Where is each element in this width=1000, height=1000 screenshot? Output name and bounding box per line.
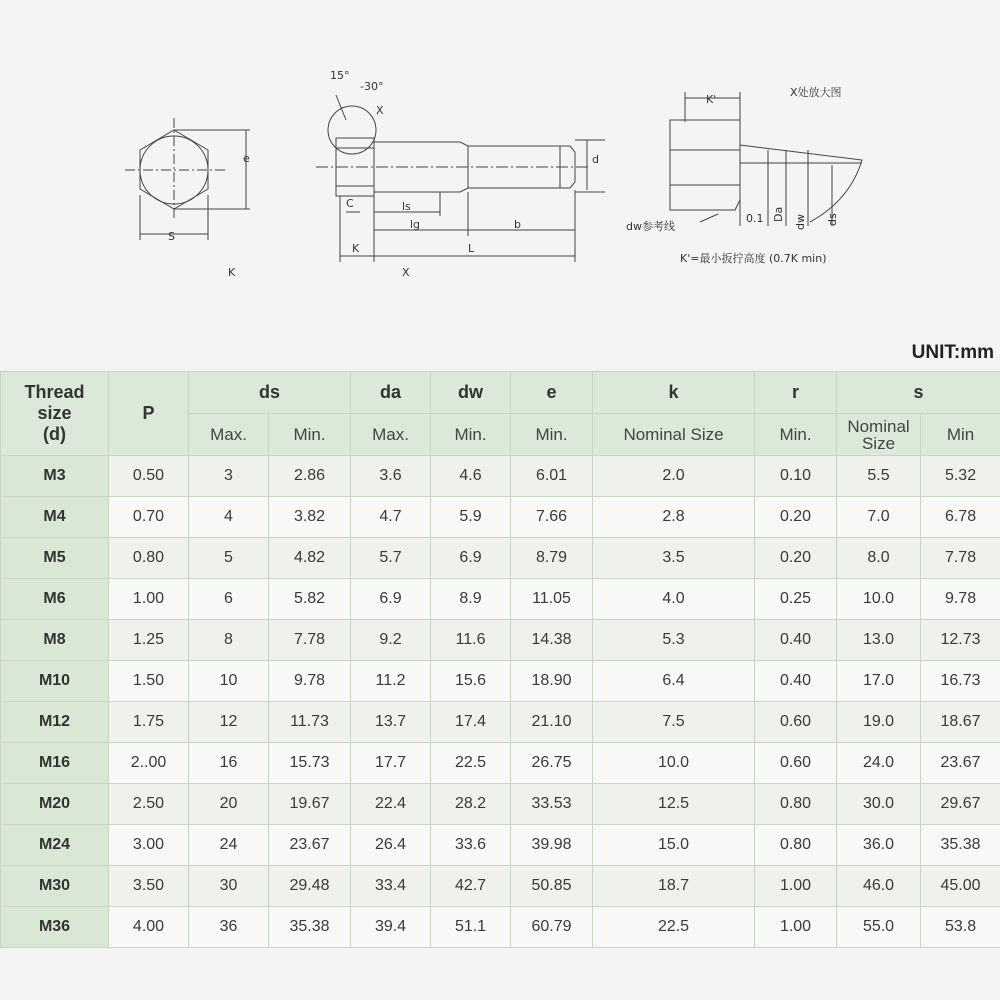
header-dw: dw: [431, 372, 511, 414]
cell-s-nominal: 55.0: [837, 907, 921, 948]
cell-e: 11.05: [511, 579, 593, 620]
label-k-note: K'=最小扳拧高度 (0.7K min): [680, 252, 827, 265]
cell-ds-max: 12: [189, 702, 269, 743]
cell-da: 17.7: [351, 743, 431, 784]
cell-s-min: 6.78: [921, 497, 1000, 538]
cell-e: 50.85: [511, 866, 593, 907]
cell-s-min: 29.67: [921, 784, 1000, 825]
cell-ds-min: 2.86: [269, 456, 351, 497]
label-c: C: [346, 197, 354, 210]
cell-dw: 51.1: [431, 907, 511, 948]
cell-dw: 42.7: [431, 866, 511, 907]
cell-ds-max: 36: [189, 907, 269, 948]
cell-da: 9.2: [351, 620, 431, 661]
cell-r: 0.40: [755, 661, 837, 702]
table-row: [1, 702, 1000, 743]
cell-da: 5.7: [351, 538, 431, 579]
cell-s-min: 7.78: [921, 538, 1000, 579]
cell-size: M16: [1, 743, 109, 784]
header-da-max: Max.: [351, 414, 431, 456]
label-k: K: [352, 242, 360, 255]
cell-ds-min: 4.82: [269, 538, 351, 579]
unit-label: UNIT:mm: [911, 342, 994, 363]
cell-r: 0.80: [755, 825, 837, 866]
cell-k: 7.5: [593, 702, 755, 743]
cell-e: 39.98: [511, 825, 593, 866]
cell-e: 6.01: [511, 456, 593, 497]
header-s-nominal: [837, 414, 921, 456]
cell-ds-max: 4: [189, 497, 269, 538]
cell-e: 14.38: [511, 620, 593, 661]
cell-size: M5: [1, 538, 109, 579]
label-ls: ls: [402, 200, 411, 213]
cell-p: 1.75: [109, 702, 189, 743]
header-da: da: [351, 372, 431, 414]
header-r-min: Min.: [755, 414, 837, 456]
cell-ds-max: 20: [189, 784, 269, 825]
cell-r: 0.80: [755, 784, 837, 825]
label-lg: lg: [410, 218, 421, 231]
cell-k: 10.0: [593, 743, 755, 784]
table-body: [1, 456, 1000, 948]
cell-e: 21.10: [511, 702, 593, 743]
cell-k: 5.3: [593, 620, 755, 661]
table-row: [1, 907, 1000, 948]
cell-ds-max: 6: [189, 579, 269, 620]
label-x-detail-title: X处放大图: [790, 86, 842, 99]
cell-s-nominal: 7.0: [837, 497, 921, 538]
cell-s-nominal: 13.0: [837, 620, 921, 661]
cell-s-nominal: 8.0: [837, 538, 921, 579]
table-row: [1, 579, 1000, 620]
cell-size: M8: [1, 620, 109, 661]
header-s-nominal-line2: Size: [861, 433, 896, 453]
cell-da: 39.4: [351, 907, 431, 948]
label-b: b: [514, 218, 521, 231]
cell-e: 7.66: [511, 497, 593, 538]
label-da: Da: [772, 206, 785, 222]
label-d: d: [592, 153, 599, 166]
label-dw: dw: [794, 214, 807, 230]
label-e: e: [243, 152, 250, 165]
header-thread-line2: size: [37, 403, 72, 423]
cell-da: 6.9: [351, 579, 431, 620]
cell-s-nominal: 46.0: [837, 866, 921, 907]
cell-k: 15.0: [593, 825, 755, 866]
cell-r: 0.20: [755, 538, 837, 579]
cell-s-min: 18.67: [921, 702, 1000, 743]
cell-size: M20: [1, 784, 109, 825]
header-thread-line1: Thread: [24, 382, 85, 402]
cell-k: 12.5: [593, 784, 755, 825]
header-e-min: Min.: [511, 414, 593, 456]
cell-p: 1.00: [109, 579, 189, 620]
cell-dw: 15.6: [431, 661, 511, 702]
label-dw-reference: dw参考线: [626, 220, 675, 233]
cell-dw: 17.4: [431, 702, 511, 743]
cell-ds-min: 9.78: [269, 661, 351, 702]
cell-r: 0.40: [755, 620, 837, 661]
bolt-drawing-svg: [0, 0, 1000, 340]
cell-s-min: 12.73: [921, 620, 1000, 661]
table-row: [1, 538, 1000, 579]
header-dw-min: Min.: [431, 414, 511, 456]
cell-p: 0.80: [109, 538, 189, 579]
label-ds: ds: [826, 213, 839, 226]
cell-ds-min: 23.67: [269, 825, 351, 866]
technical-drawing: [0, 0, 1000, 340]
cell-k: 18.7: [593, 866, 755, 907]
cell-size: M24: [1, 825, 109, 866]
cell-k: 22.5: [593, 907, 755, 948]
cell-dw: 5.9: [431, 497, 511, 538]
cell-size: M6: [1, 579, 109, 620]
cell-dw: 6.9: [431, 538, 511, 579]
label-0-1: 0.1: [746, 212, 764, 225]
cell-e: 8.79: [511, 538, 593, 579]
cell-ds-max: 5: [189, 538, 269, 579]
cell-e: 60.79: [511, 907, 593, 948]
cell-p: 1.25: [109, 620, 189, 661]
cell-k: 3.5: [593, 538, 755, 579]
cell-s-nominal: 30.0: [837, 784, 921, 825]
cell-size: M3: [1, 456, 109, 497]
table-row: [1, 825, 1000, 866]
cell-s-min: 16.73: [921, 661, 1000, 702]
cell-ds-max: 16: [189, 743, 269, 784]
cell-p: 0.70: [109, 497, 189, 538]
cell-s-nominal: 36.0: [837, 825, 921, 866]
cell-p: 3.00: [109, 825, 189, 866]
cell-e: 33.53: [511, 784, 593, 825]
table-row: [1, 497, 1000, 538]
cell-s-min: 9.78: [921, 579, 1000, 620]
cell-s-min: 5.32: [921, 456, 1000, 497]
cell-r: 0.10: [755, 456, 837, 497]
header-s-min: Min: [921, 414, 1000, 456]
table-row: [1, 866, 1000, 907]
cell-ds-max: 10: [189, 661, 269, 702]
cell-ds-min: 5.82: [269, 579, 351, 620]
cell-s-nominal: 10.0: [837, 579, 921, 620]
cell-size: M4: [1, 497, 109, 538]
cell-da: 33.4: [351, 866, 431, 907]
cell-ds-min: 11.73: [269, 702, 351, 743]
header-e: e: [511, 372, 593, 414]
cell-dw: 8.9: [431, 579, 511, 620]
header-ds: ds: [189, 372, 351, 414]
label-angle-15: 15°: [330, 69, 350, 82]
label-angle-30: -30°: [360, 80, 384, 93]
cell-k: 2.8: [593, 497, 755, 538]
table-row: [1, 620, 1000, 661]
cell-ds-min: 29.48: [269, 866, 351, 907]
label-l: L: [468, 242, 475, 255]
cell-r: 0.60: [755, 702, 837, 743]
cell-dw: 4.6: [431, 456, 511, 497]
cell-size: M36: [1, 907, 109, 948]
cell-r: 1.00: [755, 907, 837, 948]
cell-size: M30: [1, 866, 109, 907]
cell-k: 6.4: [593, 661, 755, 702]
cell-s-nominal: 17.0: [837, 661, 921, 702]
header-thread-size: [1, 372, 109, 456]
header-r: r: [755, 372, 837, 414]
header-ds-max: Max.: [189, 414, 269, 456]
label-k-prime: K': [706, 93, 717, 106]
cell-k: 2.0: [593, 456, 755, 497]
cell-ds-max: 24: [189, 825, 269, 866]
cell-s-nominal: 19.0: [837, 702, 921, 743]
table-row: [1, 661, 1000, 702]
cell-r: 0.20: [755, 497, 837, 538]
cell-p: 4.00: [109, 907, 189, 948]
cell-ds-min: 7.78: [269, 620, 351, 661]
header-ds-min: Min.: [269, 414, 351, 456]
cell-k: 4.0: [593, 579, 755, 620]
cell-da: 4.7: [351, 497, 431, 538]
cell-ds-min: 19.67: [269, 784, 351, 825]
label-k-head: K: [228, 266, 236, 279]
header-k-nominal: Nominal Size: [593, 414, 755, 456]
cell-r: 0.60: [755, 743, 837, 784]
header-s-nominal-line1: Nominal: [847, 416, 910, 436]
cell-s-min: 23.67: [921, 743, 1000, 784]
cell-ds-max: 3: [189, 456, 269, 497]
cell-da: 11.2: [351, 661, 431, 702]
cell-da: 22.4: [351, 784, 431, 825]
cell-dw: 11.6: [431, 620, 511, 661]
cell-ds-max: 30: [189, 866, 269, 907]
cell-da: 26.4: [351, 825, 431, 866]
label-x-mark: X: [376, 104, 384, 117]
cell-e: 18.90: [511, 661, 593, 702]
cell-e: 26.75: [511, 743, 593, 784]
bolt-spec-table: [0, 371, 1000, 948]
cell-p: 2..00: [109, 743, 189, 784]
cell-r: 0.25: [755, 579, 837, 620]
cell-ds-min: 35.38: [269, 907, 351, 948]
cell-ds-min: 15.73: [269, 743, 351, 784]
cell-p: 1.50: [109, 661, 189, 702]
cell-dw: 28.2: [431, 784, 511, 825]
cell-p: 0.50: [109, 456, 189, 497]
table-row: [1, 456, 1000, 497]
detail-x-circle: [328, 106, 376, 154]
cell-da: 3.6: [351, 456, 431, 497]
header-s: s: [837, 372, 1000, 414]
cell-s-nominal: 24.0: [837, 743, 921, 784]
table-row: [1, 743, 1000, 784]
header-p: P: [109, 372, 189, 456]
cell-ds-min: 3.82: [269, 497, 351, 538]
cell-s-nominal: 5.5: [837, 456, 921, 497]
cell-r: 1.00: [755, 866, 837, 907]
label-x-under: X: [402, 266, 410, 279]
cell-p: 2.50: [109, 784, 189, 825]
header-thread-line3: (d): [43, 424, 66, 444]
table-row: [1, 784, 1000, 825]
cell-dw: 33.6: [431, 825, 511, 866]
cell-da: 13.7: [351, 702, 431, 743]
cell-s-min: 53.8: [921, 907, 1000, 948]
cell-dw: 22.5: [431, 743, 511, 784]
header-k: k: [593, 372, 755, 414]
label-s: S: [168, 230, 175, 243]
cell-size: M12: [1, 702, 109, 743]
cell-p: 3.50: [109, 866, 189, 907]
cell-ds-max: 8: [189, 620, 269, 661]
cell-s-min: 35.38: [921, 825, 1000, 866]
cell-s-min: 45.00: [921, 866, 1000, 907]
cell-size: M10: [1, 661, 109, 702]
